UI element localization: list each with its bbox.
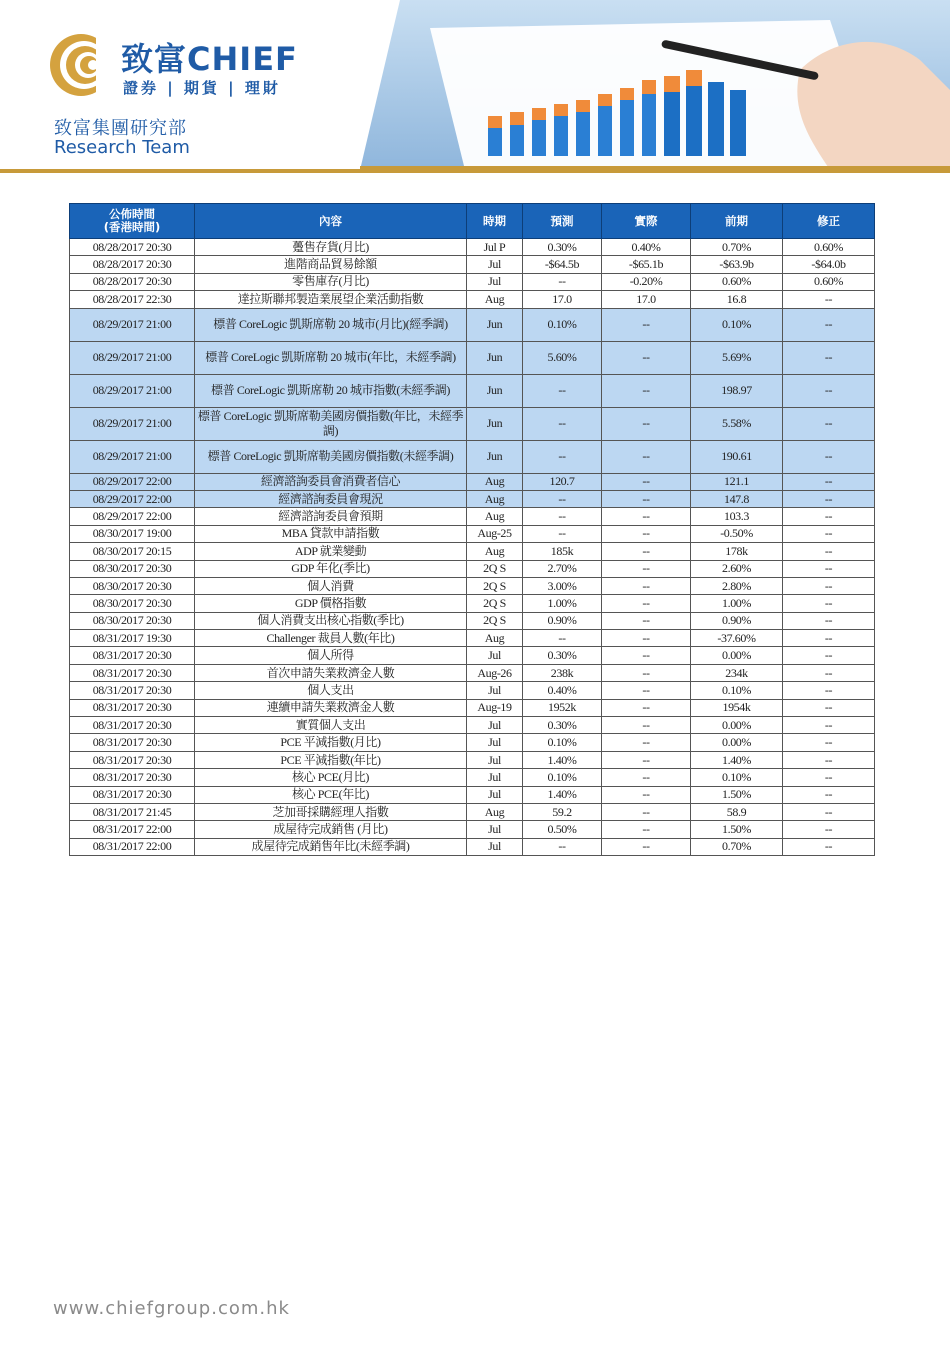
cell-period: Aug-25 — [467, 525, 523, 542]
cell-actual: -- — [602, 664, 691, 681]
cell-item: 實質個人支出 — [195, 717, 467, 734]
cell-time: 08/29/2017 22:00 — [70, 473, 195, 490]
cell-prior: 5.69% — [691, 341, 783, 374]
table-row — [70, 595, 875, 612]
table-row — [70, 612, 875, 629]
cell-prior: 1.50% — [691, 821, 783, 838]
cell-forecast: 17.0 — [523, 291, 602, 308]
cell-item: 首次申請失業救濟金人數 — [195, 664, 467, 681]
cell-time: 08/31/2017 21:45 — [70, 803, 195, 820]
cell-actual: -- — [602, 769, 691, 786]
table-row — [70, 699, 875, 716]
cell-item: 芝加哥採購經理人指數 — [195, 803, 467, 820]
cell-prior: 0.70% — [691, 838, 783, 855]
cell-period: Jul — [467, 647, 523, 664]
cell-item: Challenger 裁員人數(年比) — [195, 630, 467, 647]
cell-revised: -- — [783, 838, 875, 855]
cell-item: ADP 就業變動 — [195, 543, 467, 560]
table-row — [70, 803, 875, 820]
cell-actual: -- — [602, 751, 691, 768]
cell-forecast: 0.10% — [523, 308, 602, 341]
table-row — [70, 407, 875, 440]
cell-item: 個人支出 — [195, 682, 467, 699]
table-row — [70, 273, 875, 290]
cell-item: MBA 貸款申請指數 — [195, 525, 467, 542]
cell-actual: -- — [602, 717, 691, 734]
cell-time: 08/30/2017 20:30 — [70, 612, 195, 629]
cell-time: 08/31/2017 20:30 — [70, 769, 195, 786]
cell-item: 連續申請失業救濟金人數 — [195, 699, 467, 716]
table-row — [70, 490, 875, 507]
cell-time: 08/30/2017 20:15 — [70, 543, 195, 560]
cell-revised: -- — [783, 786, 875, 803]
cell-period: Aug — [467, 291, 523, 308]
cell-forecast: 0.10% — [523, 769, 602, 786]
table-row — [70, 341, 875, 374]
table-row — [70, 525, 875, 542]
cell-actual: -- — [602, 577, 691, 594]
table-row — [70, 682, 875, 699]
chief-logo-icon — [48, 32, 114, 98]
table-row — [70, 473, 875, 490]
cell-item: 進階商品貿易餘額 — [195, 256, 467, 273]
cell-period: Jul — [467, 821, 523, 838]
table-body — [70, 239, 875, 856]
cell-prior: -37.60% — [691, 630, 783, 647]
table-row — [70, 838, 875, 855]
cell-actual: -- — [602, 612, 691, 629]
cell-actual: -- — [602, 821, 691, 838]
cell-prior: 16.8 — [691, 291, 783, 308]
cell-forecast: 0.90% — [523, 612, 602, 629]
cell-item: 標普 CoreLogic 凱斯席勒美國房價指數(年比，未經季調) — [195, 407, 467, 440]
cell-period: Aug — [467, 508, 523, 525]
cell-actual: -- — [602, 407, 691, 440]
cell-period: Jul — [467, 751, 523, 768]
table-row — [70, 717, 875, 734]
cell-revised: -- — [783, 821, 875, 838]
cell-period: Aug — [467, 803, 523, 820]
cell-item: PCE 平減指數(月比) — [195, 734, 467, 751]
cell-forecast: 0.30% — [523, 239, 602, 256]
cell-revised: -- — [783, 374, 875, 407]
cell-period: Jun — [467, 341, 523, 374]
cell-period: Jun — [467, 308, 523, 341]
table-row — [70, 734, 875, 751]
cell-prior: 2.80% — [691, 577, 783, 594]
cell-item: PCE 平減指數(年比) — [195, 751, 467, 768]
cell-time: 08/28/2017 20:30 — [70, 239, 195, 256]
cell-time: 08/28/2017 22:30 — [70, 291, 195, 308]
cell-prior: 1.50% — [691, 786, 783, 803]
cell-time: 08/31/2017 22:00 — [70, 821, 195, 838]
table-row — [70, 543, 875, 560]
cell-period: Jul — [467, 256, 523, 273]
cell-actual: -- — [602, 374, 691, 407]
cell-prior: 2.60% — [691, 560, 783, 577]
cell-period: Jul — [467, 786, 523, 803]
cell-revised: -- — [783, 508, 875, 525]
cell-item: 成屋待完成銷售年比(未經季調) — [195, 838, 467, 855]
cell-prior: 0.60% — [691, 273, 783, 290]
cell-revised: -- — [783, 769, 875, 786]
cell-prior: 1.00% — [691, 595, 783, 612]
cell-item: 個人所得 — [195, 647, 467, 664]
table-row — [70, 291, 875, 308]
cell-item: 核心 PCE(月比) — [195, 769, 467, 786]
cell-revised: -- — [783, 630, 875, 647]
cell-revised: -- — [783, 308, 875, 341]
cell-period: Aug — [467, 490, 523, 507]
cell-revised: -- — [783, 647, 875, 664]
cell-forecast: 185k — [523, 543, 602, 560]
cell-revised: -- — [783, 803, 875, 820]
cell-period: Aug — [467, 630, 523, 647]
column-header: 公佈時間 (香港時間) — [70, 204, 195, 239]
cell-period: Jun — [467, 440, 523, 473]
cell-revised: -- — [783, 612, 875, 629]
cell-prior: 234k — [691, 664, 783, 681]
cell-time: 08/29/2017 21:00 — [70, 341, 195, 374]
cell-item: 個人消費支出核心指數(季比) — [195, 612, 467, 629]
cell-item: 成屋待完成銷售 (月比) — [195, 821, 467, 838]
cell-period: 2Q S — [467, 595, 523, 612]
cell-time: 08/30/2017 20:30 — [70, 595, 195, 612]
cell-period: 2Q S — [467, 577, 523, 594]
cell-prior: 147.8 — [691, 490, 783, 507]
table-row — [70, 664, 875, 681]
cell-forecast: 0.40% — [523, 682, 602, 699]
cell-item: 標普 CoreLogic 凱斯席勒美國房價指數(未經季調) — [195, 440, 467, 473]
cell-forecast: 2.70% — [523, 560, 602, 577]
cell-actual: -- — [602, 786, 691, 803]
cell-forecast: 5.60% — [523, 341, 602, 374]
cell-time: 08/29/2017 22:00 — [70, 508, 195, 525]
page-header — [0, 0, 950, 172]
cell-revised: 0.60% — [783, 239, 875, 256]
cell-actual: -- — [602, 508, 691, 525]
cell-period: Aug — [467, 543, 523, 560]
cell-actual: -- — [602, 803, 691, 820]
table-header-row — [70, 204, 875, 239]
cell-item: 標普 CoreLogic 凱斯席勒 20 城市(年比，未經季調) — [195, 341, 467, 374]
cell-prior: 0.10% — [691, 682, 783, 699]
table-row — [70, 577, 875, 594]
brand-name: 致富CHIEF — [121, 40, 298, 78]
research-dept-cn: 致富集團研究部 — [54, 118, 187, 139]
cell-revised: -- — [783, 407, 875, 440]
cell-period: Jul — [467, 717, 523, 734]
cell-prior: 121.1 — [691, 473, 783, 490]
cell-revised: 0.60% — [783, 273, 875, 290]
cell-actual: -- — [602, 490, 691, 507]
cell-actual: -- — [602, 595, 691, 612]
cell-actual: -- — [602, 308, 691, 341]
table-row — [70, 751, 875, 768]
cell-prior: 190.61 — [691, 440, 783, 473]
table-row — [70, 308, 875, 341]
cell-period: Aug-26 — [467, 664, 523, 681]
cell-forecast: 59.2 — [523, 803, 602, 820]
cell-actual: -0.20% — [602, 273, 691, 290]
cell-actual: -$65.1b — [602, 256, 691, 273]
cell-period: Aug-19 — [467, 699, 523, 716]
cell-revised: -- — [783, 525, 875, 542]
cell-prior: 198.97 — [691, 374, 783, 407]
cell-period: Jun — [467, 407, 523, 440]
cell-forecast: 1.00% — [523, 595, 602, 612]
economic-calendar-table — [69, 203, 875, 856]
cell-item: 躉售存貨(月比) — [195, 239, 467, 256]
footer-url: www.chiefgroup.com.hk — [53, 1298, 290, 1319]
cell-item: 個人消費 — [195, 577, 467, 594]
cell-time: 08/30/2017 20:30 — [70, 560, 195, 577]
cell-forecast: -- — [523, 407, 602, 440]
cell-time: 08/31/2017 20:30 — [70, 664, 195, 681]
cell-actual: 17.0 — [602, 291, 691, 308]
cell-actual: -- — [602, 630, 691, 647]
cell-item: 標普 CoreLogic 凱斯席勒 20 城市(月比)(經季調) — [195, 308, 467, 341]
cell-period: Jul — [467, 273, 523, 290]
table-row — [70, 786, 875, 803]
cell-forecast: -- — [523, 508, 602, 525]
cell-revised: -- — [783, 543, 875, 560]
cell-forecast: 0.10% — [523, 734, 602, 751]
cell-time: 08/31/2017 20:30 — [70, 682, 195, 699]
cell-prior: 0.90% — [691, 612, 783, 629]
cell-prior: 103.3 — [691, 508, 783, 525]
cell-revised: -$64.0b — [783, 256, 875, 273]
column-header: 預測 — [523, 204, 602, 239]
cell-actual: -- — [602, 560, 691, 577]
cell-time: 08/31/2017 20:30 — [70, 751, 195, 768]
header-divider — [0, 169, 950, 173]
cell-actual: 0.40% — [602, 239, 691, 256]
cell-forecast: -$64.5b — [523, 256, 602, 273]
cell-actual: -- — [602, 838, 691, 855]
table-row — [70, 769, 875, 786]
cell-prior: 0.10% — [691, 308, 783, 341]
cell-item: GDP 年化(季比) — [195, 560, 467, 577]
cell-prior: 5.58% — [691, 407, 783, 440]
cell-item: 零售庫存(月比) — [195, 273, 467, 290]
cell-time: 08/31/2017 20:30 — [70, 647, 195, 664]
table-row — [70, 256, 875, 273]
cell-revised: -- — [783, 490, 875, 507]
cell-revised: -- — [783, 577, 875, 594]
cell-forecast: 238k — [523, 664, 602, 681]
cell-forecast: 0.30% — [523, 717, 602, 734]
cell-forecast: 0.50% — [523, 821, 602, 838]
cell-period: Jul — [467, 734, 523, 751]
cell-forecast: -- — [523, 440, 602, 473]
cell-actual: -- — [602, 440, 691, 473]
cell-time: 08/29/2017 21:00 — [70, 440, 195, 473]
cell-forecast: -- — [523, 525, 602, 542]
cell-time: 08/29/2017 22:00 — [70, 490, 195, 507]
cell-revised: -- — [783, 682, 875, 699]
cell-item: 經濟諮詢委員會消費者信心 — [195, 473, 467, 490]
cell-prior: 178k — [691, 543, 783, 560]
table-row — [70, 374, 875, 407]
column-header: 內容 — [195, 204, 467, 239]
cell-revised: -- — [783, 751, 875, 768]
cell-revised: -- — [783, 341, 875, 374]
table-row — [70, 508, 875, 525]
cell-period: Jun — [467, 374, 523, 407]
cell-prior: 1.40% — [691, 751, 783, 768]
cell-time: 08/31/2017 22:00 — [70, 838, 195, 855]
cell-actual: -- — [602, 647, 691, 664]
cell-item: 經濟諮詢委員會預期 — [195, 508, 467, 525]
cell-time: 08/29/2017 21:00 — [70, 407, 195, 440]
header-chart-illustration — [360, 0, 950, 170]
cell-period: Jul — [467, 769, 523, 786]
column-header: 實際 — [602, 204, 691, 239]
cell-period: Jul — [467, 682, 523, 699]
cell-forecast: -- — [523, 374, 602, 407]
column-header: 時期 — [467, 204, 523, 239]
cell-forecast: 1.40% — [523, 786, 602, 803]
cell-actual: -- — [602, 699, 691, 716]
cell-revised: -- — [783, 291, 875, 308]
cell-period: Aug — [467, 473, 523, 490]
cell-revised: -- — [783, 699, 875, 716]
cell-prior: -$63.9b — [691, 256, 783, 273]
cell-actual: -- — [602, 734, 691, 751]
cell-forecast: -- — [523, 630, 602, 647]
cell-forecast: -- — [523, 838, 602, 855]
cell-time: 08/29/2017 21:00 — [70, 374, 195, 407]
cell-actual: -- — [602, 682, 691, 699]
cell-prior: 1954k — [691, 699, 783, 716]
cell-revised: -- — [783, 473, 875, 490]
table-row — [70, 239, 875, 256]
cell-time: 08/31/2017 19:30 — [70, 630, 195, 647]
cell-revised: -- — [783, 560, 875, 577]
cell-revised: -- — [783, 734, 875, 751]
table-row — [70, 821, 875, 838]
table-row — [70, 647, 875, 664]
cell-time: 08/30/2017 19:00 — [70, 525, 195, 542]
cell-forecast: 1.40% — [523, 751, 602, 768]
cell-period: 2Q S — [467, 560, 523, 577]
cell-period: Jul — [467, 838, 523, 855]
cell-prior: 0.00% — [691, 734, 783, 751]
cell-period: 2Q S — [467, 612, 523, 629]
cell-period: Jul P — [467, 239, 523, 256]
cell-actual: -- — [602, 543, 691, 560]
cell-revised: -- — [783, 717, 875, 734]
cell-time: 08/28/2017 20:30 — [70, 256, 195, 273]
cell-forecast: -- — [523, 273, 602, 290]
cell-prior: 0.00% — [691, 717, 783, 734]
cell-forecast: -- — [523, 490, 602, 507]
cell-forecast: 3.00% — [523, 577, 602, 594]
cell-revised: -- — [783, 440, 875, 473]
cell-time: 08/28/2017 20:30 — [70, 273, 195, 290]
column-header: 修正 — [783, 204, 875, 239]
column-header: 前期 — [691, 204, 783, 239]
research-dept-en: Research Team — [54, 137, 190, 158]
cell-prior: 0.70% — [691, 239, 783, 256]
table-row — [70, 440, 875, 473]
cell-prior: 58.9 — [691, 803, 783, 820]
cell-forecast: 120.7 — [523, 473, 602, 490]
cell-actual: -- — [602, 341, 691, 374]
cell-item: 核心 PCE(年比) — [195, 786, 467, 803]
table-row — [70, 630, 875, 647]
cell-time: 08/30/2017 20:30 — [70, 577, 195, 594]
brand-tagline: 證券 | 期貨 | 理財 — [123, 79, 281, 97]
cell-forecast: 0.30% — [523, 647, 602, 664]
cell-time: 08/31/2017 20:30 — [70, 786, 195, 803]
cell-prior: 0.00% — [691, 647, 783, 664]
cell-item: GDP 價格指數 — [195, 595, 467, 612]
cell-item: 達拉斯聯邦製造業展望企業活動指數 — [195, 291, 467, 308]
cell-time: 08/29/2017 21:00 — [70, 308, 195, 341]
cell-time: 08/31/2017 20:30 — [70, 699, 195, 716]
cell-time: 08/31/2017 20:30 — [70, 717, 195, 734]
cell-actual: -- — [602, 525, 691, 542]
cell-item: 經濟諮詢委員會現況 — [195, 490, 467, 507]
cell-prior: 0.10% — [691, 769, 783, 786]
cell-time: 08/31/2017 20:30 — [70, 734, 195, 751]
cell-forecast: 1952k — [523, 699, 602, 716]
cell-revised: -- — [783, 664, 875, 681]
cell-actual: -- — [602, 473, 691, 490]
table-row — [70, 560, 875, 577]
cell-revised: -- — [783, 595, 875, 612]
cell-prior: -0.50% — [691, 525, 783, 542]
cell-item: 標普 CoreLogic 凱斯席勒 20 城市指數(未經季調) — [195, 374, 467, 407]
